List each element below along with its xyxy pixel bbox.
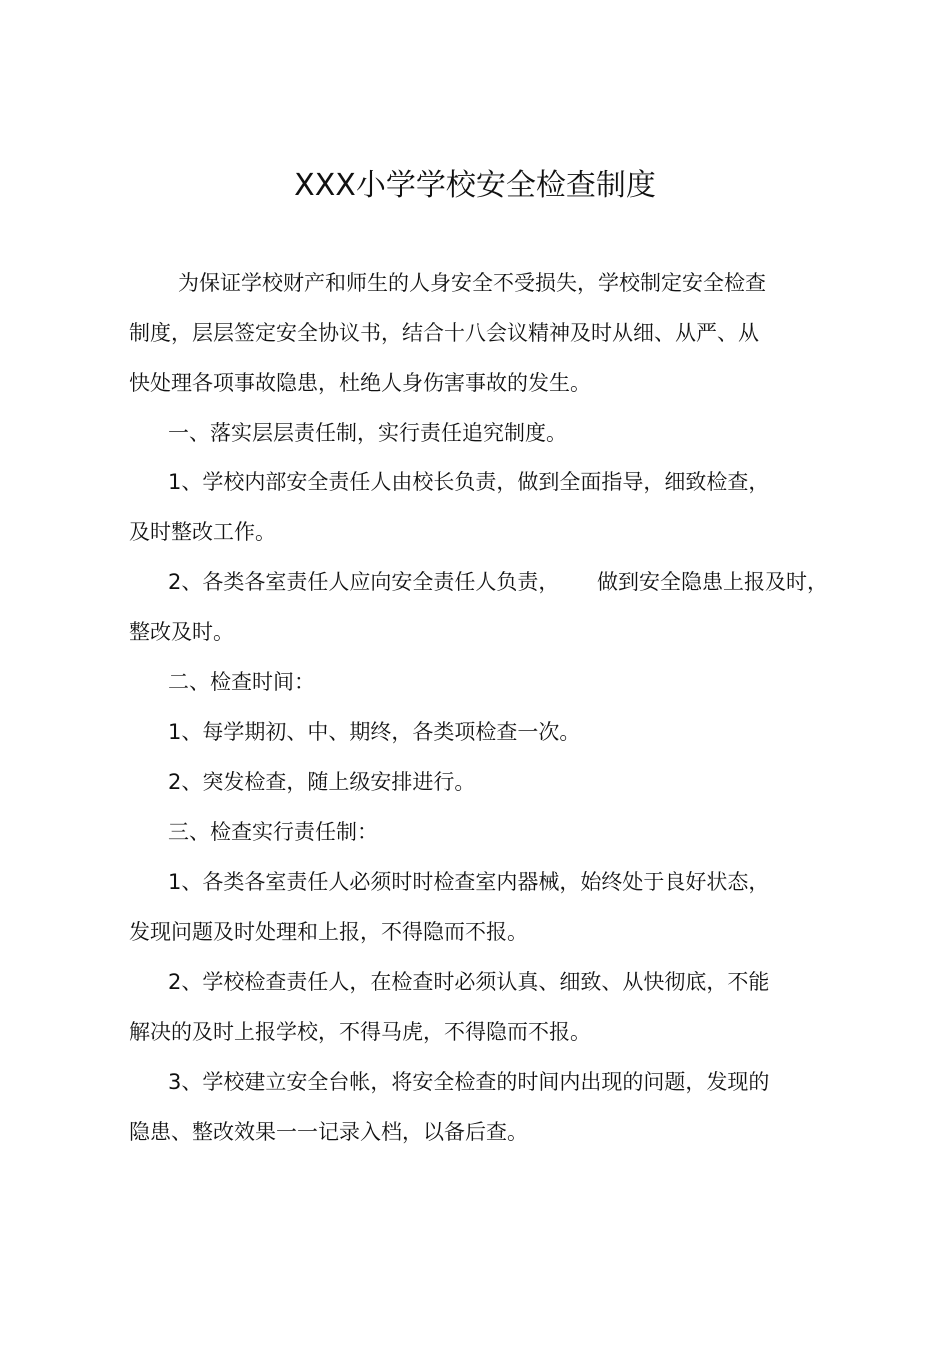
paragraph-line: 1、各类各室责任人必须时时检查室内器械，始终处于良好状态， [168,870,770,894]
paragraph-line: 整改及时。 [129,620,234,644]
paragraph-line: 1、每学期初、中、期终，各类项检查一次。 [168,720,581,744]
paragraph-line: 发现问题及时处理和上报，不得隐而不报。 [129,920,528,944]
paragraph-line: 2、突发检查，随上级安排进行。 [168,770,476,794]
paragraph-line: 为保证学校财产和师生的人身安全不受损失，学校制定安全检查 [178,271,766,295]
section-heading: 三、检查实行责任制： [168,820,378,844]
paragraph-line: 解决的及时上报学校，不得马虎，不得隐而不报。 [129,1020,591,1044]
paragraph-line: 制度，层层签定安全协议书，结合十八会议精神及时从细、从严、从 [129,321,759,345]
paragraph-line: 2、学校检查责任人，在检查时必须认真、细致、从快彻底，不能 [168,970,770,994]
section-heading: 二、检查时间： [168,670,315,694]
paragraph-line: 1、学校内部安全责任人由校长负责，做到全面指导，细致检查， [168,470,770,494]
paragraph-line-continuation: 做到安全隐患上报及时， [597,570,828,594]
section-heading: 一、落实层层责任制，实行责任追究制度。 [168,421,567,445]
paragraph-line: 2、各类各室责任人应向安全责任人负责， [168,570,560,594]
paragraph-line: 快处理各项事故隐患，杜绝人身伤害事故的发生。 [129,371,591,395]
document-title: XXX小学学校安全检查制度 [294,168,656,203]
paragraph-line: 3、学校建立安全台帐，将安全检查的时间内出现的问题，发现的 [168,1070,770,1094]
paragraph-line: 及时整改工作。 [129,520,276,544]
paragraph-line: 隐患、整改效果一一记录入档，以备后查。 [129,1120,528,1144]
